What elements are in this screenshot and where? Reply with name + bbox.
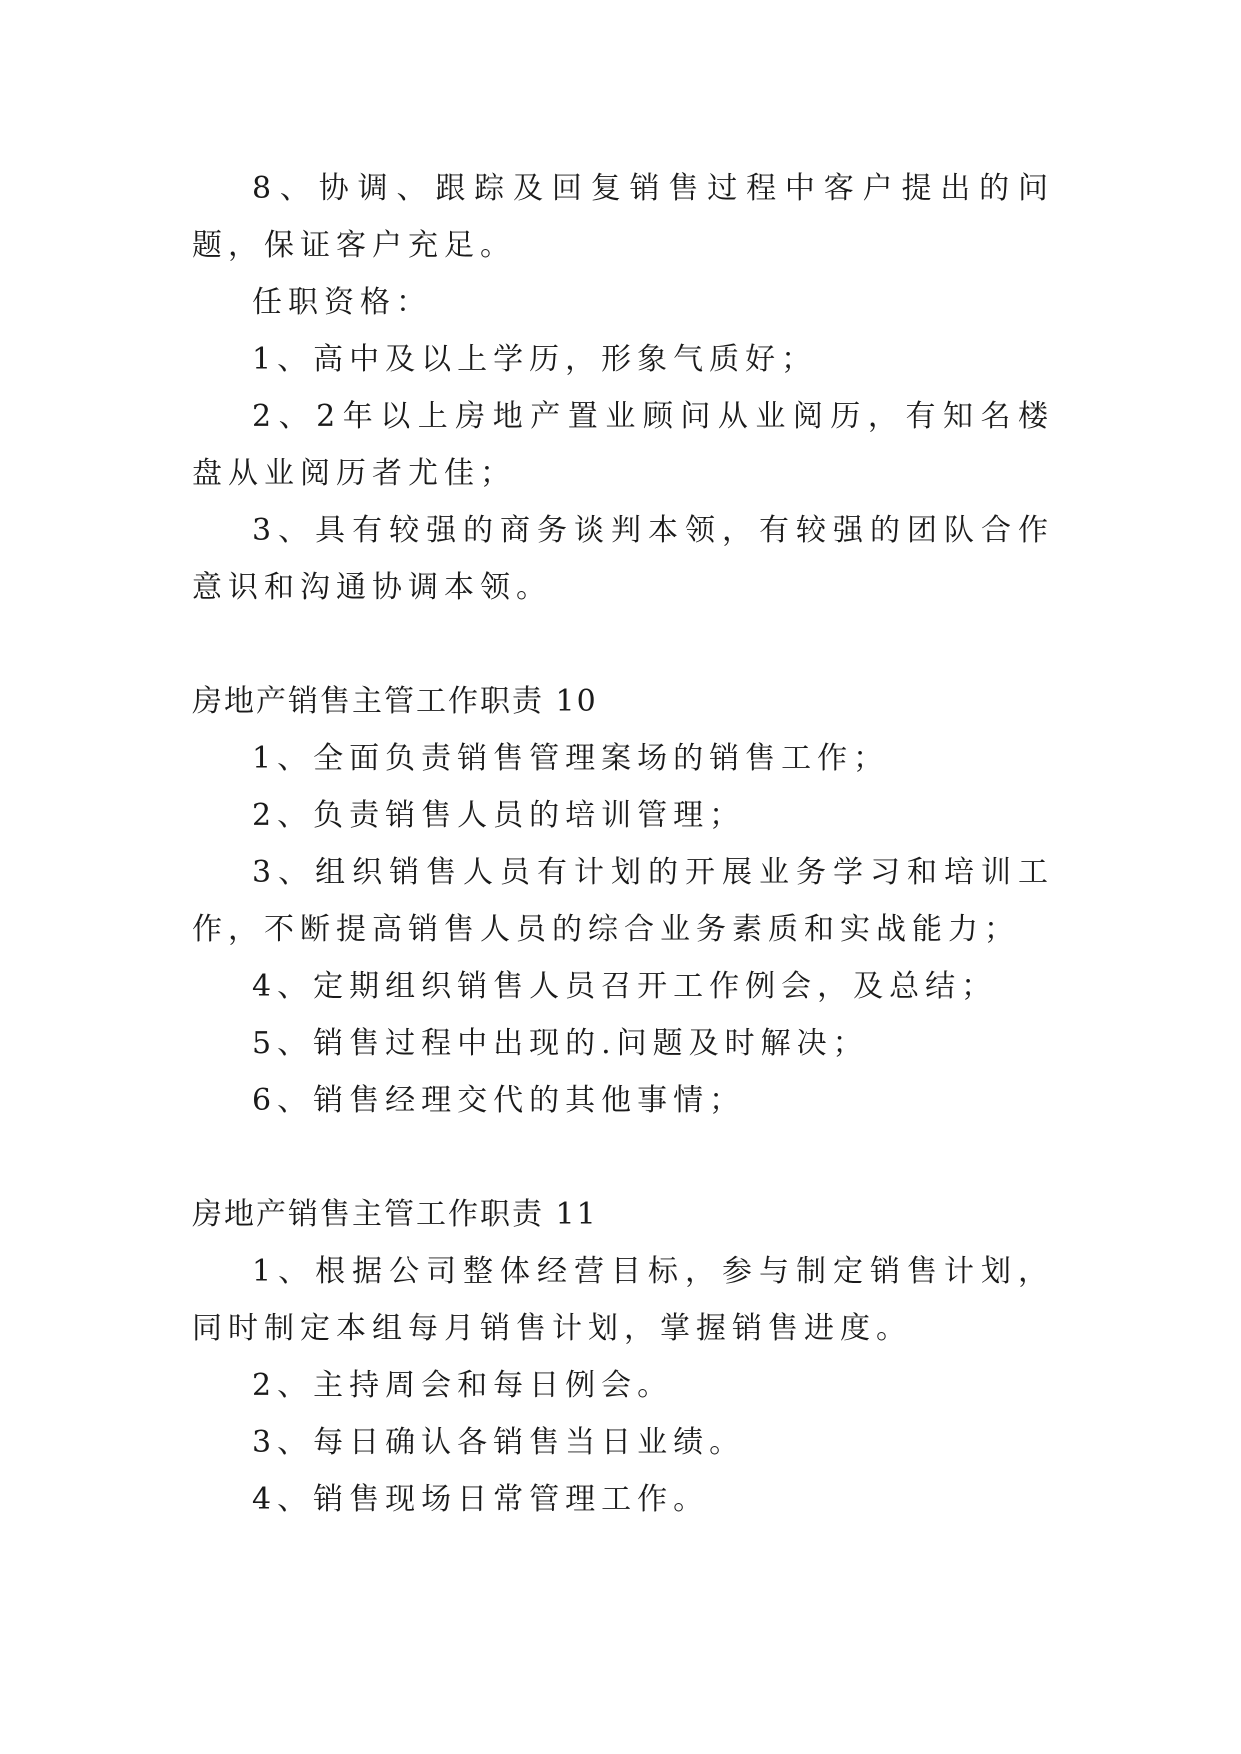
section-11: [192, 1186, 1054, 1528]
paragraph: 4、销售现场日常管理工作。: [252, 1482, 710, 1517]
paragraph: 4、定期组织销售人员召开工作例会，及总结；: [252, 969, 998, 1004]
paragraph: 6、销售经理交代的其他事情；: [252, 1083, 746, 1118]
section-10: [192, 673, 1054, 1129]
paragraph: 1、全面负责销售管理案场的销售工作；: [252, 741, 890, 776]
paragraph: 8、协调、跟踪及回复销售过程中客户提出的问题，保证客户充足。: [192, 171, 1054, 263]
paragraph: 2、主持周会和每日例会。: [252, 1368, 674, 1403]
section-spacer: [192, 1129, 1054, 1186]
section-top: [192, 160, 1054, 616]
section-title: 房地产销售主管工作职责 11: [192, 1197, 598, 1232]
paragraph: 1、根据公司整体经营目标，参与制定销售计划，同时制定本组每月销售计划，掌握销售进度。: [192, 1254, 1054, 1346]
paragraph: 3、组织销售人员有计划的开展业务学习和培训工作，不断提高销售人员的综合业务素质和实战能力；: [192, 855, 1054, 947]
paragraph: 2、2年以上房地产置业顾问从业阅历，有知名楼盘从业阅历者尤佳；: [192, 399, 1054, 491]
qualifications-label: 任职资格：: [252, 285, 432, 320]
paragraph: 5、销售过程中出现的.问题及时解决；: [252, 1026, 869, 1061]
paragraph: 1、高中及以上学历，形象气质好；: [252, 342, 818, 377]
document-body: [192, 160, 1054, 1528]
section-title: 房地产销售主管工作职责 10: [192, 684, 598, 719]
section-spacer: [192, 616, 1054, 673]
paragraph: 2、负责销售人员的培训管理；: [252, 798, 746, 833]
paragraph: 3、每日确认各销售当日业绩。: [252, 1425, 746, 1460]
paragraph: 3、具有较强的商务谈判本领，有较强的团队合作意识和沟通协调本领。: [192, 513, 1054, 605]
